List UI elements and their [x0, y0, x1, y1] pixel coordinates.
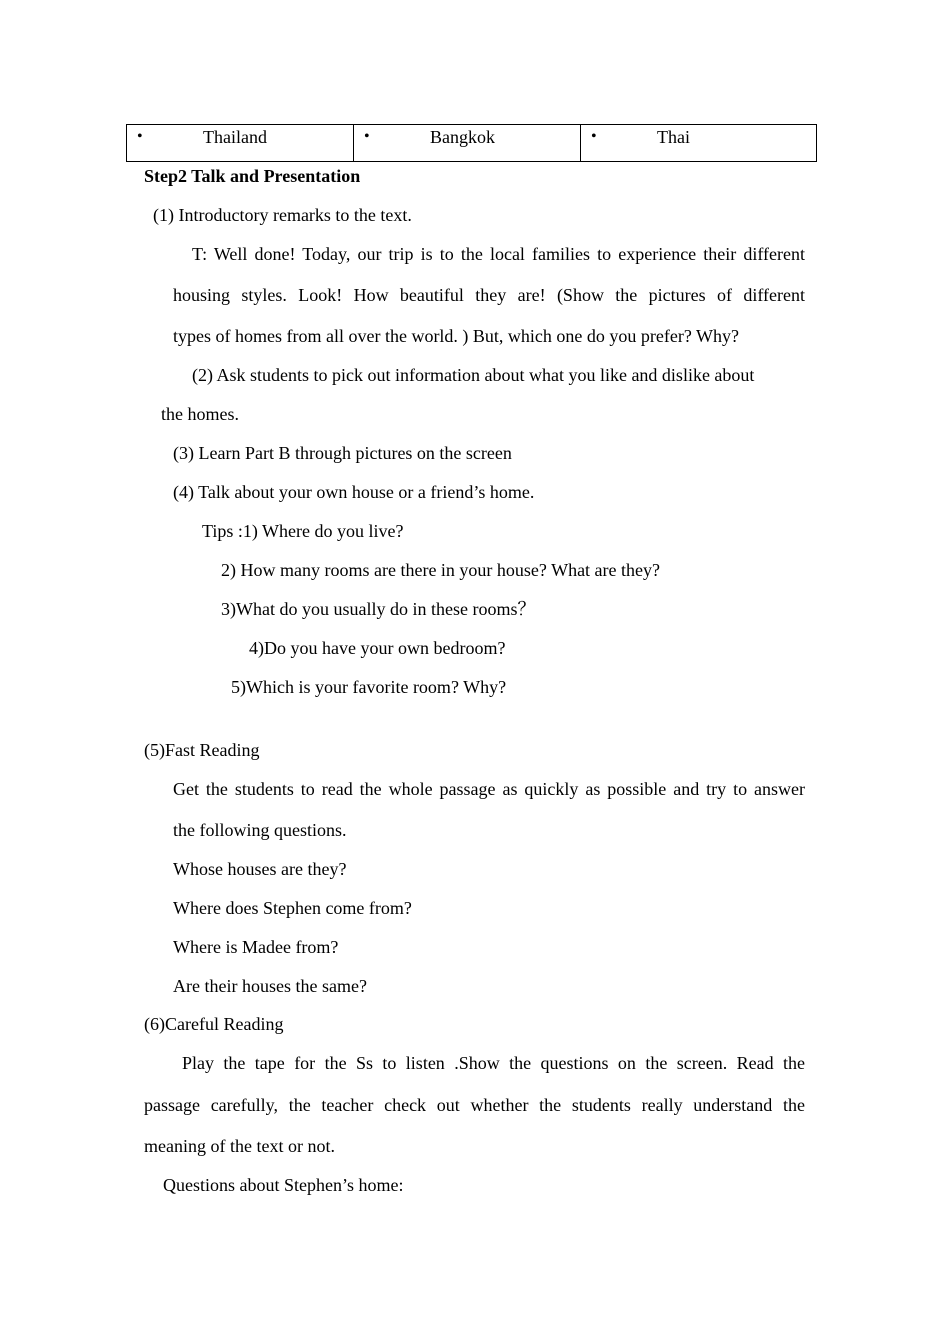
- paragraph-line: Get the students to read the whole passage as quickly as possible and try to answer: [173, 779, 805, 799]
- paragraph-line: (3) Learn Part B through pictures on the screen: [173, 443, 512, 463]
- paragraph-line: (1) Introductory remarks to the text.: [153, 205, 412, 225]
- section-heading: Step2 Talk and Presentation: [144, 166, 361, 186]
- tip-line: 4)Do you have your own bedroom?: [249, 638, 506, 658]
- paragraph-line: the following questions.: [173, 820, 347, 840]
- subsection-heading: (5)Fast Reading: [144, 740, 260, 760]
- paragraph-line: passage carefully, the teacher check out whether the students really understand the: [144, 1095, 805, 1115]
- bullet-icon: •: [137, 128, 143, 145]
- bullet-icon: •: [364, 128, 370, 145]
- tip-line: 5)Which is your favorite room? Why?: [231, 677, 507, 697]
- paragraph-line: the homes.: [161, 404, 239, 424]
- tip-line: Tips :1) Where do you live?: [202, 521, 404, 541]
- table-cell-country: [127, 125, 354, 162]
- question-line: Whose houses are they?: [173, 859, 347, 879]
- cell-text: Thai: [657, 127, 690, 147]
- table-cell-capital: [354, 125, 581, 162]
- subsection-heading: (6)Careful Reading: [144, 1014, 284, 1034]
- cell-text: Bangkok: [430, 127, 495, 147]
- table-cell-language: [581, 125, 817, 162]
- question-line: Where is Madee from?: [173, 937, 339, 957]
- tip-line: 2) How many rooms are there in your house? What are they?: [221, 560, 661, 580]
- paragraph-line: (2) Ask students to pick out information about what you like and dislike about: [192, 365, 755, 385]
- question-line: Where does Stephen come from?: [173, 898, 412, 918]
- cell-text: Thailand: [203, 127, 267, 147]
- country-table: [126, 124, 817, 162]
- paragraph-line: T: Well done! Today, our trip is to the local families to experience their different: [192, 244, 805, 264]
- paragraph-line: (4) Talk about your own house or a friend’s home.: [173, 482, 535, 502]
- tip-line: 3)What do you usually do in these rooms？: [221, 599, 536, 619]
- bullet-icon: •: [591, 128, 597, 145]
- paragraph-line: Play the tape for the Ss to listen .Show the questions on the screen. Read the: [182, 1053, 805, 1073]
- paragraph-line: Questions about Stephen’s home:: [163, 1175, 404, 1195]
- paragraph-line: housing styles. Look! How beautiful they are! (Show the pictures of different: [173, 285, 805, 305]
- table-row: [127, 125, 817, 162]
- question-line: Are their houses the same?: [173, 976, 367, 996]
- paragraph-line: meaning of the text or not.: [144, 1136, 335, 1156]
- paragraph-line: types of homes from all over the world. ) But, which one do you prefer? Why?: [173, 326, 740, 346]
